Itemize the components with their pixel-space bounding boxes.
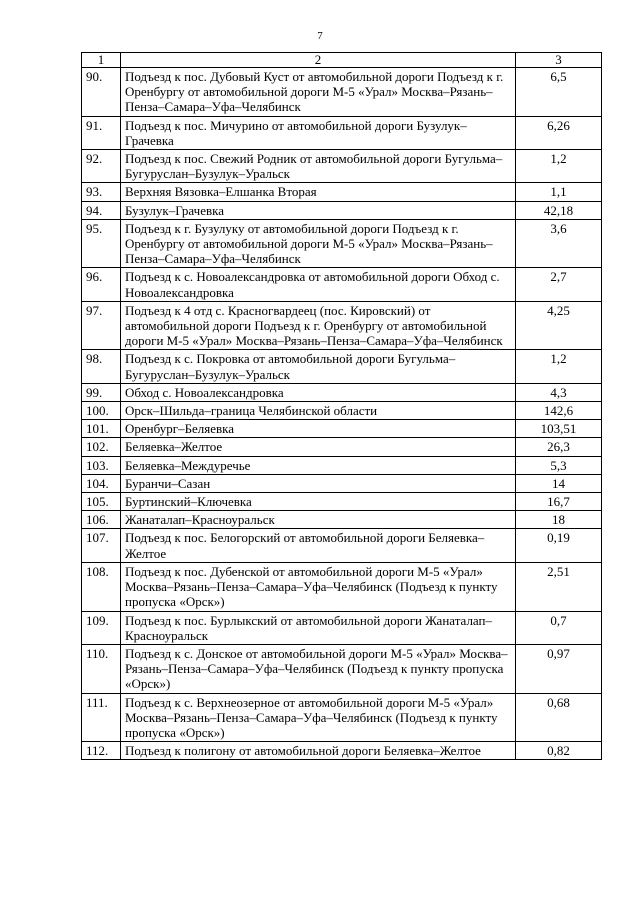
table-row xyxy=(82,268,602,301)
column-header-name: 2 xyxy=(121,53,516,68)
road-name: Беляевка–Желтое xyxy=(121,438,516,456)
row-number: 95. xyxy=(82,219,121,268)
row-number: 110. xyxy=(82,644,121,693)
table-row xyxy=(82,219,602,268)
row-number: 105. xyxy=(82,493,121,511)
road-length: 0,68 xyxy=(516,693,602,742)
table-row xyxy=(82,383,602,401)
road-name: Подъезд к пос. Мичурино от автомобильной дороги Бузулук–Грачевка xyxy=(121,116,516,149)
row-number: 112. xyxy=(82,742,121,760)
row-number: 103. xyxy=(82,456,121,474)
road-name: Оренбург–Беляевка xyxy=(121,420,516,438)
road-length: 0,19 xyxy=(516,529,602,562)
road-name: Подъезд к с. Донское от автомобильной дороги М-5 «Урал» Москва–Рязань–Пенза–Самара–Уфа–Челябинск (Подъезд к пункту пропуска «Орск») xyxy=(121,644,516,693)
road-length: 5,3 xyxy=(516,456,602,474)
road-name: Обход с. Новоалександровка xyxy=(121,383,516,401)
road-length: 42,18 xyxy=(516,201,602,219)
road-length: 103,51 xyxy=(516,420,602,438)
road-length: 6,26 xyxy=(516,116,602,149)
table-row xyxy=(82,183,602,201)
column-header-number: 1 xyxy=(82,53,121,68)
row-number: 111. xyxy=(82,693,121,742)
table-row xyxy=(82,474,602,492)
road-length: 0,97 xyxy=(516,644,602,693)
road-name: Подъезд к пос. Белогорский от автомобильной дороги Беляевка–Желтое xyxy=(121,529,516,562)
road-name: Подъезд к г. Бузулуку от автомобильной дороги Подъезд к г. Оренбургу от автомобильной дороги М-5 «Урал» Москва–Рязань–Пенза–Самара–Уфа–Челябинск xyxy=(121,219,516,268)
road-name: Подъезд к полигону от автомобильной дороги Беляевка–Желтое xyxy=(121,742,516,760)
road-name: Беляевка–Междуречье xyxy=(121,456,516,474)
row-number: 90. xyxy=(82,68,121,117)
table-row xyxy=(82,529,602,562)
road-name: Подъезд к с. Новоалександровка от автомобильной дороги Обход с. Новоалександровка xyxy=(121,268,516,301)
row-number: 107. xyxy=(82,529,121,562)
road-length: 0,82 xyxy=(516,742,602,760)
road-length: 16,7 xyxy=(516,493,602,511)
column-header-value: 3 xyxy=(516,53,602,68)
table-row xyxy=(82,511,602,529)
table-row xyxy=(82,301,602,350)
road-length: 18 xyxy=(516,511,602,529)
row-number: 92. xyxy=(82,150,121,183)
table-row xyxy=(82,116,602,149)
road-name: Подъезд к 4 отд с. Красногвардеец (пос. Кировский) от автомобильной дороги Подъезд к г. Оренбургу от автомобильной дороги М-5 «Урал» Москва–Рязань–Пенза–Самара–Уфа–Челябинск xyxy=(121,301,516,350)
row-number: 108. xyxy=(82,562,121,611)
row-number: 99. xyxy=(82,383,121,401)
table-row xyxy=(82,438,602,456)
table-row xyxy=(82,493,602,511)
row-number: 109. xyxy=(82,611,121,644)
road-length: 142,6 xyxy=(516,402,602,420)
road-name: Буранчи–Сазан xyxy=(121,474,516,492)
table-row xyxy=(82,562,602,611)
road-length: 4,25 xyxy=(516,301,602,350)
road-name: Буртинский–Ключевка xyxy=(121,493,516,511)
road-name: Орск–Шильда–граница Челябинской области xyxy=(121,402,516,420)
road-length: 0,7 xyxy=(516,611,602,644)
road-length: 1,1 xyxy=(516,183,602,201)
table-row xyxy=(82,693,602,742)
row-number: 106. xyxy=(82,511,121,529)
road-name: Подъезд к пос. Дубовый Куст от автомобильной дороги Подъезд к г. Оренбургу от автомобильной дороги М-5 «Урал» Москва–Рязань–Пенза–Самара–Уфа–Челябинск xyxy=(121,68,516,117)
row-number: 91. xyxy=(82,116,121,149)
page-number: 7 xyxy=(317,30,323,42)
table-row xyxy=(82,611,602,644)
row-number: 101. xyxy=(82,420,121,438)
road-length: 1,2 xyxy=(516,150,602,183)
road-name: Подъезд к с. Верхнеозерное от автомобильной дороги М-5 «Урал» Москва–Рязань–Пенза–Самара–Уфа–Челябинск (Подъезд к пункту пропуска «Орск») xyxy=(121,693,516,742)
row-number: 102. xyxy=(82,438,121,456)
table-row xyxy=(82,350,602,383)
road-name: Бузулук–Грачевка xyxy=(121,201,516,219)
row-number: 94. xyxy=(82,201,121,219)
road-length: 14 xyxy=(516,474,602,492)
road-name: Подъезд к с. Покровка от автомобильной дороги Бугульма–Бугуруслан–Бузулук–Уральск xyxy=(121,350,516,383)
road-name: Подъезд к пос. Бурлыкский от автомобильной дороги Жанаталап–Красноуральск xyxy=(121,611,516,644)
row-number: 93. xyxy=(82,183,121,201)
row-number: 96. xyxy=(82,268,121,301)
row-number: 104. xyxy=(82,474,121,492)
table-header-row xyxy=(82,53,602,68)
road-length: 4,3 xyxy=(516,383,602,401)
road-name: Верхняя Вязовка–Елшанка Вторая xyxy=(121,183,516,201)
table-row xyxy=(82,402,602,420)
table-row xyxy=(82,68,602,117)
table-row xyxy=(82,456,602,474)
table-row xyxy=(82,420,602,438)
table-row xyxy=(82,742,602,760)
roads-table xyxy=(81,52,602,760)
road-name: Жанаталап–Красноуральск xyxy=(121,511,516,529)
table-row xyxy=(82,201,602,219)
row-number: 98. xyxy=(82,350,121,383)
table-row xyxy=(82,644,602,693)
road-name: Подъезд к пос. Дубенской от автомобильной дороги М-5 «Урал» Москва–Рязань–Пенза–Самара–Уфа–Челябинск (Подъезд к пункту пропуска «Орск») xyxy=(121,562,516,611)
row-number: 97. xyxy=(82,301,121,350)
road-length: 2,7 xyxy=(516,268,602,301)
road-length: 2,51 xyxy=(516,562,602,611)
row-number: 100. xyxy=(82,402,121,420)
road-length: 3,6 xyxy=(516,219,602,268)
table-row xyxy=(82,150,602,183)
road-name: Подъезд к пос. Свежий Родник от автомобильной дороги Бугульма–Бугуруслан–Бузулук–Уральск xyxy=(121,150,516,183)
road-length: 6,5 xyxy=(516,68,602,117)
road-length: 26,3 xyxy=(516,438,602,456)
road-length: 1,2 xyxy=(516,350,602,383)
